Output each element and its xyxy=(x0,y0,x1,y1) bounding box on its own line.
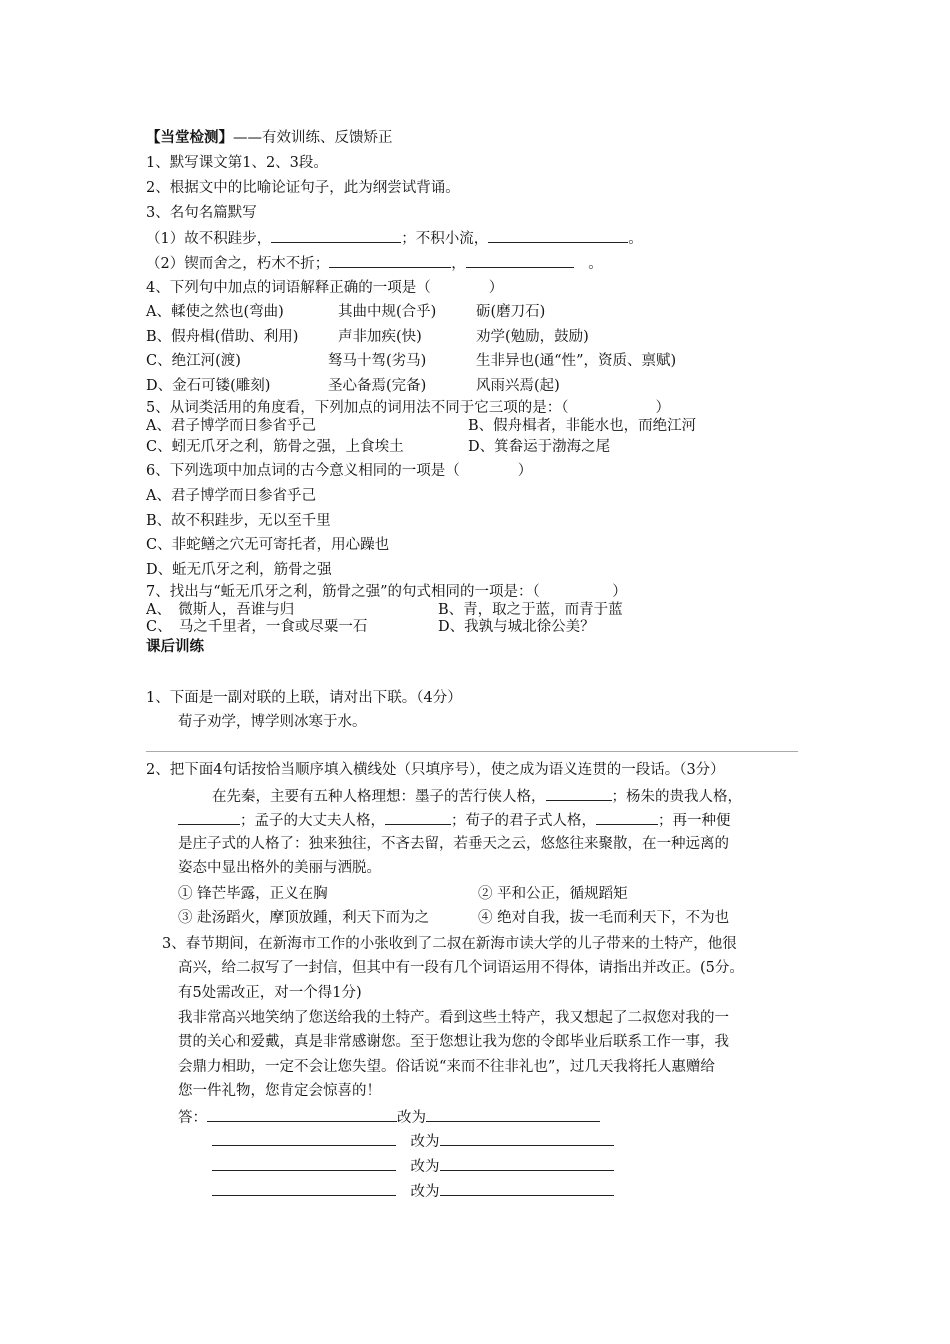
option-text: 圣心备焉(完备) xyxy=(328,378,427,394)
wrong-word-blank[interactable] xyxy=(212,1181,396,1196)
letter-line-2: 贯的关心和爱戴，真是非常感谢您。至于您想让我为您的令郎毕业后联系工作一事，我 xyxy=(178,1034,729,1050)
section-subtitle: ——有效训练、反馈矫正 xyxy=(233,130,393,146)
fill-blank[interactable] xyxy=(466,253,574,268)
option-text: 劝学(勉励，鼓励) xyxy=(476,329,589,345)
option-text: C、 马之千里者，一食或尽粟一石 xyxy=(146,619,368,635)
q3-line-2: 高兴，给二叔写了一封信，但其中有一段有几个词语运用不得体，请指出并改正。(5分。 xyxy=(178,960,744,976)
option-text: B、青，取之于蓝，而青于蓝 xyxy=(438,602,623,618)
q2-line-3: 是庄子式的人格了：独来独往，不吝去留，若垂天之云，悠悠往来聚散，在一种远离的 xyxy=(178,836,729,852)
q2-text: 在先秦，主要有五种人格理想：墨子的苦行侠人格， xyxy=(212,789,546,805)
q3-1-prefix: （1）故不积跬步， xyxy=(146,231,272,247)
question-3-item-2 xyxy=(146,253,603,274)
q2-text: ；孟子的大丈夫人格， xyxy=(240,813,385,829)
fill-blank[interactable] xyxy=(329,253,451,268)
question-6-option-b: B、故不积跬步，无以至千里 xyxy=(146,513,331,529)
answer-row-1 xyxy=(178,1107,600,1128)
fill-blank[interactable] xyxy=(488,228,628,243)
answer-row-4 xyxy=(212,1181,614,1202)
letter-line-1: 我非常高兴地笑纳了您送给我的土特产。看到这些土特产，我又想起了二叔您对我的一 xyxy=(178,1010,729,1026)
correction-blank[interactable] xyxy=(440,1181,614,1196)
fill-blank[interactable] xyxy=(178,810,240,825)
option-text: 风雨兴焉(起) xyxy=(476,378,560,394)
question-6-option-d: D、蚯无爪牙之利，筋骨之强 xyxy=(146,562,332,578)
correction-blank[interactable] xyxy=(440,1131,614,1146)
q2-line-4: 姿态中显出格外的美丽与洒脱。 xyxy=(178,860,381,876)
q3-2-prefix: （2）锲而舍之，朽木不折； xyxy=(146,256,330,272)
question-6-option-c: C、非蛇鳝之穴无可寄托者，用心躁也 xyxy=(146,537,390,553)
question-3: 3、名句名篇默写 xyxy=(146,205,257,221)
wrong-word-blank[interactable] xyxy=(212,1131,396,1146)
letter-line-3: 会鼎力相助，一定不会让您失望。俗话说“来而不往非礼也”，过几天我将托人惠赠给 xyxy=(178,1059,715,1075)
fill-blank[interactable] xyxy=(596,810,658,825)
answer-row-3 xyxy=(212,1156,614,1177)
answer-line[interactable] xyxy=(146,751,798,752)
change-label: 改为 xyxy=(397,1110,426,1126)
option-text: C、蚓无爪牙之利，筋骨之强，上食埃土 xyxy=(146,439,404,455)
q2-text: ；再一种便 xyxy=(658,813,731,829)
q3-line-1: 3、春节期间，在新海市工作的小张收到了二叔在新海市读大学的儿子带来的土特产，他很 xyxy=(162,936,737,952)
question-6-option-a: A、君子博学而日参省乎己 xyxy=(146,488,316,504)
q3-2-suffix: 。 xyxy=(588,256,603,272)
option-text: A、輮使之然也(弯曲) xyxy=(146,304,284,320)
option-text: ③ 赴汤蹈火，摩顶放踵，利天下而为之 xyxy=(178,910,430,926)
q3-line-3: 有5处需改正，对一个得1分) xyxy=(178,985,362,1001)
fill-blank[interactable] xyxy=(385,810,451,825)
option-text: ① 锋芒毕露，正义在胸 xyxy=(178,886,328,902)
q3-1-middle: ；不积小流， xyxy=(401,231,489,247)
change-label: 改为 xyxy=(410,1159,440,1175)
change-label: 改为 xyxy=(410,1134,440,1150)
option-text: 其曲中规(合乎) xyxy=(338,304,437,320)
question-4: 4、下列句中加点的词语解释正确的一项是（ ） xyxy=(146,280,504,296)
option-text: D、我孰与城北徐公美？ xyxy=(438,619,595,635)
section-check-header xyxy=(146,128,393,148)
wrong-word-blank[interactable] xyxy=(207,1107,397,1122)
option-text: 声非加疾(快) xyxy=(338,329,422,345)
fill-blank[interactable] xyxy=(546,786,612,801)
correction-blank[interactable] xyxy=(440,1156,614,1171)
wrong-word-blank[interactable] xyxy=(212,1156,396,1171)
fill-blank[interactable] xyxy=(271,228,401,243)
option-text: 砺(磨刀石) xyxy=(476,304,546,320)
correction-blank[interactable] xyxy=(426,1107,600,1122)
letter-line-4: 您一件礼物，您肯定会惊喜的！ xyxy=(178,1083,381,1099)
option-text: ④ 绝对自我，拔一毛而利天下，不为也 xyxy=(478,910,730,926)
couplet-first-line: 荀子劝学，博学则冰寒于水。 xyxy=(178,714,367,730)
question-6: 6、下列选项中加点词的古今意义相同的一项是（ ） xyxy=(146,463,533,479)
q2-text: ；荀子的君子式人格， xyxy=(451,813,596,829)
after-question-1: 1、下面是一副对联的上联，请对出下联。（4分） xyxy=(146,690,462,706)
q2-line-1 xyxy=(212,786,742,807)
section-after-title: 课后训练 xyxy=(146,639,204,655)
question-3-item-1 xyxy=(146,228,643,249)
change-label: 改为 xyxy=(410,1184,440,1200)
option-text: A、君子博学而日参省乎己 xyxy=(146,418,316,434)
option-text: B、假舟楫者，非能水也，而绝江河 xyxy=(468,418,697,434)
answer-row-2 xyxy=(212,1131,614,1152)
answer-label: 答： xyxy=(178,1110,207,1126)
option-text: ② 平和公正，循规蹈矩 xyxy=(478,886,628,902)
question-7: 7、找出与“蚯无爪牙之利，筋骨之强”的句式相同的一项是：（ ） xyxy=(146,584,627,600)
option-text: 生非异也(通“性”，资质、禀赋) xyxy=(476,353,677,369)
option-text: C、绝江河(渡) xyxy=(146,353,241,369)
q2-line-2 xyxy=(178,810,731,831)
section-title: 【当堂检测】 xyxy=(146,130,233,146)
option-text: A、 微斯人，吾谁与归 xyxy=(146,602,295,618)
question-2: 2、根据文中的比喻论证句子，此为纲尝试背诵。 xyxy=(146,180,460,196)
q3-1-suffix: 。 xyxy=(628,231,643,247)
option-text: D、金石可镂(雕刻) xyxy=(146,378,271,394)
option-text: 驽马十驾(劣马) xyxy=(328,353,427,369)
question-1: 1、默写课文第1、2、3段。 xyxy=(146,155,328,171)
question-5: 5、从词类活用的角度看，下列加点的词用法不同于它三项的是：（ ） xyxy=(146,400,670,416)
option-text: D、箕畚运于渤海之尾 xyxy=(468,439,611,455)
after-question-2: 2、把下面4句话按恰当顺序填入横线处（只填序号），使之成为语义连贯的一段话。（3分） xyxy=(146,762,725,778)
q2-text: ；杨朱的贵我人格， xyxy=(611,789,742,805)
option-text: B、假舟楫(借助、利用) xyxy=(146,329,299,345)
q3-2-middle: ， xyxy=(451,256,466,272)
